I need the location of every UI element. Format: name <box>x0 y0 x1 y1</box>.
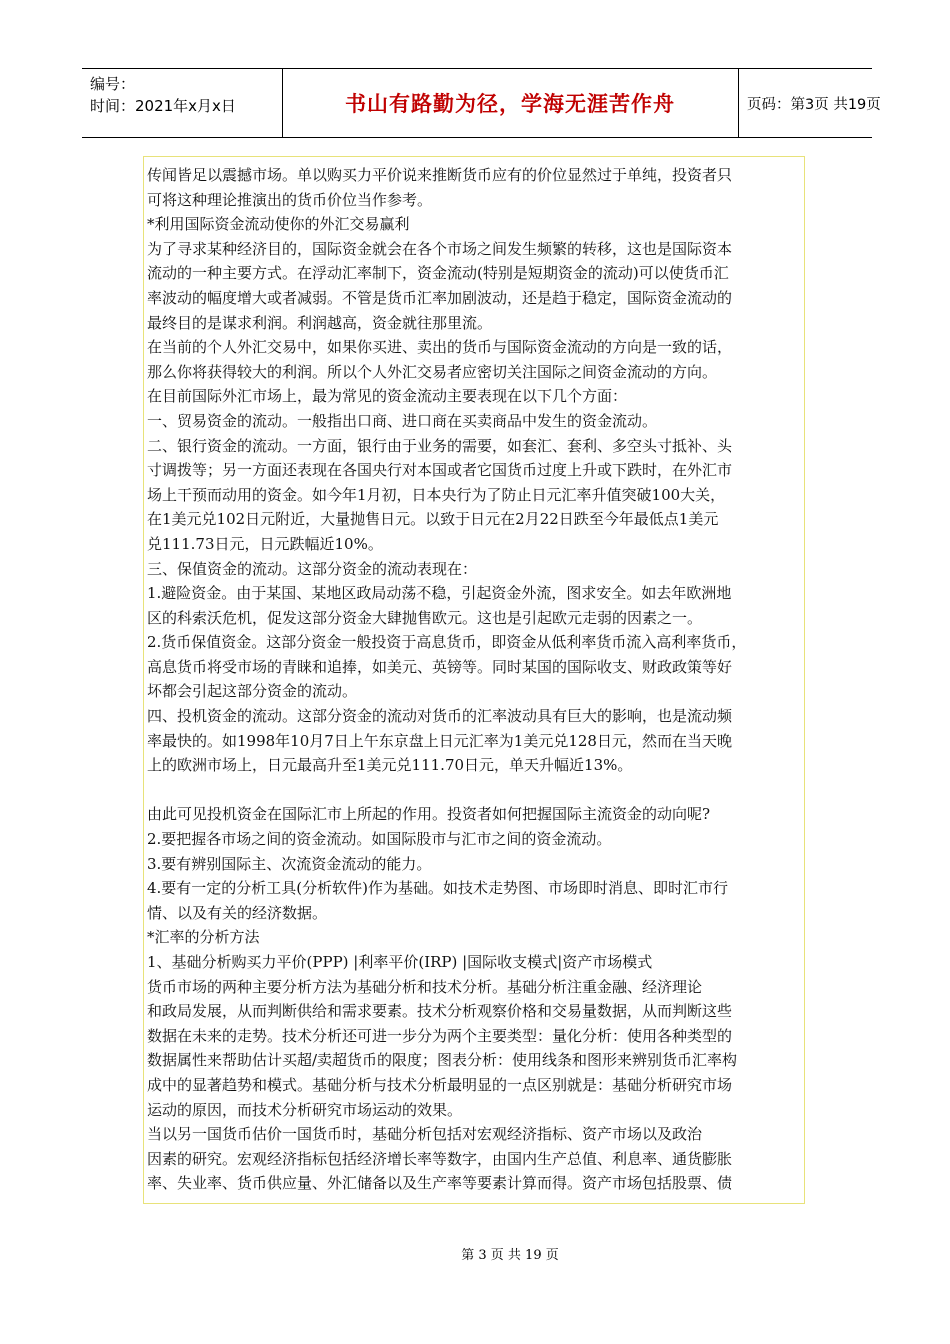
text-line: 数据属性来帮助估计买超/卖超货币的限度；图表分析：使用线条和图形来辨别货币汇率构 <box>147 1051 738 1070</box>
text-line: 三、保值资金的流动。这部分资金的流动表现在： <box>147 559 478 578</box>
text-line: 可将这种理论推演出的货币价位当作参考。 <box>147 190 433 209</box>
text-line: 四、投机资金的流动。这部分资金的流动对货币的汇率波动具有巨大的影响，也是流动频 <box>147 707 733 726</box>
text-line: 在1美元兑102日元附近，大量抛售日元。以致于日元在2月22日跌至今年最低点1美元 <box>147 510 719 529</box>
header-divider <box>738 69 739 137</box>
text-line: 当以另一国货币估价一国货币时，基础分析包括对宏观经济指标、资产市场以及政治 <box>147 1125 703 1144</box>
text-line: 流动的一种主要方式。在浮动汇率制下，资金流动(特别是短期资金的流动)可以使货币汇 <box>147 264 729 283</box>
text-line: 率最快的。如1998年10月7日上午东京盘上日元汇率为1美元兑128日元，然而在当天晚 <box>147 731 732 750</box>
text-line: *利用国际资金流动使你的外汇交易赢利 <box>147 215 410 234</box>
text-line: 兑111.73日元，日元跌幅近10%。 <box>147 534 383 553</box>
header-meta <box>90 73 280 117</box>
text-line: 情、以及有关的经济数据。 <box>147 903 328 922</box>
text-line: 4.要有一定的分析工具(分析软件)作为基础。如技术走势图、市场即时消息、即时汇市行 <box>147 879 729 898</box>
text-line: 货币市场的两种主要分析方法为基础分析和技术分析。基础分析注重金融、经济理论 <box>147 977 703 996</box>
page-footer: 第 3 页 共 19 页 <box>461 1248 559 1263</box>
text-line: 为了寻求某种经济目的，国际资金就会在各个市场之间发生频繁的转移，这也是国际资本 <box>147 239 733 258</box>
text-line: 高息货币将受市场的青睐和追捧，如美元、英镑等。同时某国的国际收支、财政政策等好 <box>147 657 733 676</box>
page-header <box>82 68 881 138</box>
body-text-frame <box>143 156 805 1204</box>
document-time-label: 时间：2021年x月x日 <box>90 97 236 115</box>
header-motto: 书山有路勤为径，学海无涯苦作舟 <box>345 92 675 116</box>
text-line: 最终目的是谋求利润。利润越高，资金就往那里流。 <box>147 313 493 332</box>
text-line: 3.要有辨别国际主、次流资金流动的能力。 <box>147 854 432 873</box>
text-line: 率、失业率、货币供应量、外汇储备以及生产率等要素计算而得。资产市场包括股票、债 <box>147 1174 733 1193</box>
text-line: 寸调拨等；另一方面还表现在各国央行对本国或者它国货币过度上升或下跌时，在外汇市 <box>147 461 733 480</box>
text-line: 在目前国际外汇市场上，最为常见的资金流动主要表现在以下几个方面： <box>147 387 628 406</box>
text-line: *汇率的分析方法 <box>147 928 260 947</box>
text-line: 由此可见投机资金在国际汇市上所起的作用。投资者如何把握国际主流资金的动向呢? <box>147 805 711 824</box>
text-line: 成中的显著趋势和模式。基础分析与技术分析最明显的一点区别就是：基础分析研究市场 <box>147 1075 733 1094</box>
text-line: 传闻皆足以震撼市场。单以购买力平价说来推断货币应有的价位显然过于单纯，投资者只 <box>147 166 733 184</box>
text-line: 坏都会引起这部分资金的流动。 <box>147 682 358 701</box>
text-line: 场上干预而动用的资金。如今年1月初，日本央行为了防止日元汇率升值突破100大关， <box>147 485 726 504</box>
text-line: 因素的研究。宏观经济指标包括经济增长率等数字，由国内生产总值、利息率、通货膨胀 <box>147 1149 733 1168</box>
text-line: 和政局发展，从而判断供给和需求要素。技术分析观察价格和交易量数据，从而判断这些 <box>147 1002 733 1021</box>
document-number-label: 编号： <box>90 75 136 93</box>
text-line: 在当前的个人外汇交易中，如果你买进、卖出的货币与国际资金流动的方向是一致的话， <box>147 338 733 357</box>
text-line: 1.避险资金。由于某国、某地区政局动荡不稳，引起资金外流，图求安全。如去年欧洲地 <box>147 584 732 603</box>
text-line: 二、银行资金的流动。一方面，银行由于业务的需要，如套汇、套利、多空头寸抵补、头 <box>147 436 733 455</box>
text-line: 运动的原因，而技术分析研究市场运动的效果。 <box>147 1100 463 1119</box>
text-line: 1、基础分析购买力平价(PPP) |利率平价(IRP) |国际收支模式|资产市场模式 <box>147 953 653 971</box>
header-page-info: 页码：第3页 共19页 <box>747 96 881 113</box>
text-line: 区的科索沃危机，促发这部分资金大肆抛售欧元。这也是引起欧元走弱的因素之一。 <box>147 608 703 627</box>
text-line: 2.要把握各市场之间的资金流动。如国际股市与汇市之间的资金流动。 <box>147 830 612 849</box>
text-line <box>147 778 804 803</box>
text-line: 数据在未来的走势。技术分析还可进一步分为两个主要类型：量化分析：使用各种类型的 <box>147 1026 733 1045</box>
text-line: 那么你将获得较大的利润。所以个人外汇交易者应密切关注国际之间资金流动的方向。 <box>147 362 718 381</box>
text-line: 2.货币保值资金。这部分资金一般投资于高息货币，即资金从低利率货币流入高利率货币， <box>147 633 747 652</box>
text-line: 一、贸易资金的流动。一般指出口商、进口商在买卖商品中发生的资金流动。 <box>147 411 658 430</box>
text-line: 上的欧洲市场上，日元最高升至1美元兑111.70日元，单天升幅近13%。 <box>147 756 633 775</box>
text-line: 率波动的幅度增大或者减弱。不管是货币汇率加剧波动，还是趋于稳定，国际资金流动的 <box>147 288 733 307</box>
body-text <box>147 163 804 1196</box>
